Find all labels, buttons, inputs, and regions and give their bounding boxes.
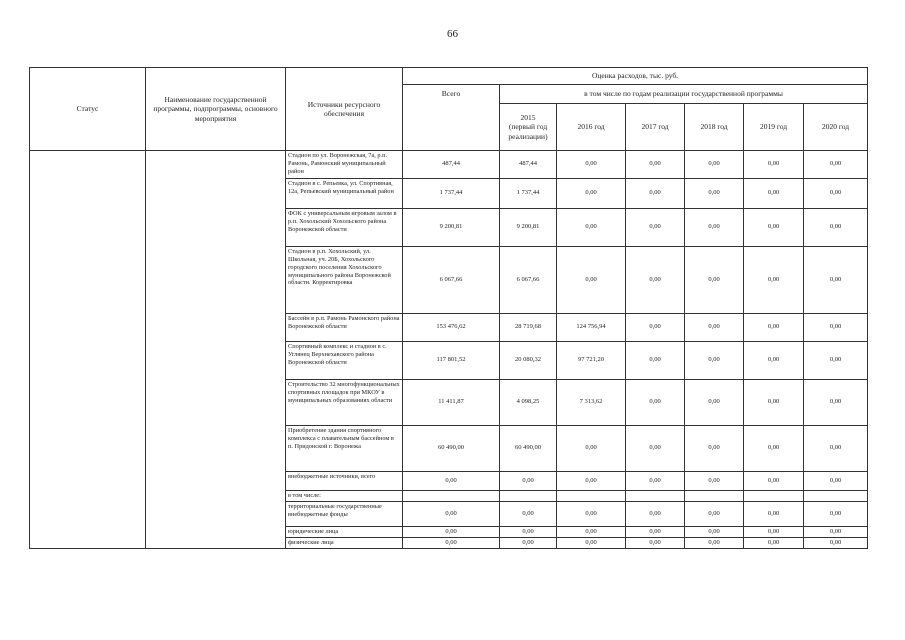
value-cell: 0,00: [626, 426, 685, 472]
value-cell: 0,00: [685, 209, 744, 247]
value-cell: 0,00: [744, 537, 804, 548]
value-cell: 0,00: [804, 426, 868, 472]
source-cell: юридические лица: [286, 526, 403, 537]
source-cell: Строительство 32 многофункциональных спортивных площадок при МКОУ в муниципальных образованиях области: [286, 380, 403, 426]
value-cell: 0,00: [685, 342, 744, 380]
value-cell: 0,00: [403, 526, 500, 537]
value-cell: 0,00: [626, 526, 685, 537]
value-cell: 0,00: [557, 247, 626, 314]
source-cell: территориальные государственные внебюджетные фонды: [286, 501, 403, 526]
value-cell: 0,00: [804, 501, 868, 526]
value-cell: 60 490,00: [403, 426, 500, 472]
header-sources: Источники ресурсного обеспечения: [286, 68, 403, 151]
source-cell: физические лица: [286, 537, 403, 548]
source-cell: Приобретение здания спортивного комплекса с плавательным бассейном в п. Придонской г. Воронежа: [286, 426, 403, 472]
value-cell: 0,00: [500, 501, 557, 526]
value-cell: 0,00: [557, 537, 626, 548]
source-cell: Стадион по ул. Воронежская, 7а, р.п. Рамонь, Рамонский муниципальный район: [286, 151, 403, 179]
value-cell: [685, 491, 744, 502]
value-cell: 9 200,81: [500, 209, 557, 247]
value-cell: [626, 491, 685, 502]
header-program-name: Наименование государственной программы, подпрограммы, основного мероприятия: [146, 68, 286, 151]
value-cell: 124 756,94: [557, 314, 626, 342]
header-by-years: в том числе по годам реализации государственной программы: [500, 85, 868, 104]
value-cell: 4 098,25: [500, 380, 557, 426]
value-cell: 0,00: [500, 472, 557, 491]
value-cell: 0,00: [685, 247, 744, 314]
value-cell: 6 067,66: [403, 247, 500, 314]
value-cell: 0,00: [626, 209, 685, 247]
header-year: 2020 год: [804, 104, 868, 151]
value-cell: 0,00: [403, 472, 500, 491]
value-cell: 11 411,87: [403, 380, 500, 426]
value-cell: 9 200,81: [403, 209, 500, 247]
value-cell: 0,00: [744, 380, 804, 426]
value-cell: 0,00: [500, 526, 557, 537]
value-cell: 0,00: [685, 380, 744, 426]
value-cell: 0,00: [557, 501, 626, 526]
value-cell: 0,00: [557, 426, 626, 472]
value-cell: 0,00: [744, 426, 804, 472]
value-cell: 0,00: [804, 151, 868, 179]
value-cell: 0,00: [744, 342, 804, 380]
value-cell: 1 737,44: [403, 179, 500, 209]
value-cell: 0,00: [804, 537, 868, 548]
value-cell: 0,00: [685, 537, 744, 548]
header-total: Всего: [403, 85, 500, 151]
value-cell: 0,00: [744, 501, 804, 526]
value-cell: [804, 491, 868, 502]
source-cell: Бассейн в р.п. Рамонь Рамонского района Воронежской области: [286, 314, 403, 342]
header-year: 2017 год: [626, 104, 685, 151]
expense-table: [29, 67, 868, 549]
value-cell: 0,00: [557, 472, 626, 491]
value-cell: 0,00: [804, 380, 868, 426]
value-cell: 97 721,20: [557, 342, 626, 380]
value-cell: 0,00: [626, 314, 685, 342]
value-cell: 6 067,66: [500, 247, 557, 314]
value-cell: 0,00: [685, 501, 744, 526]
value-cell: 0,00: [626, 537, 685, 548]
source-cell: внебюджетные источники, всего: [286, 472, 403, 491]
value-cell: 60 490,00: [500, 426, 557, 472]
value-cell: 0,00: [744, 151, 804, 179]
header-year: 2015 (первый год реализации): [500, 104, 557, 151]
header-cost-estimate: Оценка расходов, тыс. руб.: [403, 68, 868, 85]
value-cell: 0,00: [626, 342, 685, 380]
value-cell: 20 080,32: [500, 342, 557, 380]
source-cell: Стадион в р.п. Хохольский, ул. Школьная, уч. 20Б, Хохольского городского поселения Хохольского муниципального района Воронежской области. Корректировка: [286, 247, 403, 314]
value-cell: 0,00: [685, 151, 744, 179]
value-cell: [557, 491, 626, 502]
value-cell: 0,00: [626, 247, 685, 314]
value-cell: 0,00: [557, 179, 626, 209]
header-status: Статус: [30, 68, 146, 151]
value-cell: 1 737,44: [500, 179, 557, 209]
program-name-cell: [146, 151, 286, 549]
value-cell: 0,00: [804, 247, 868, 314]
value-cell: 0,00: [685, 179, 744, 209]
value-cell: 0,00: [744, 526, 804, 537]
value-cell: 0,00: [744, 179, 804, 209]
value-cell: 0,00: [744, 209, 804, 247]
value-cell: 0,00: [626, 472, 685, 491]
value-cell: 0,00: [557, 526, 626, 537]
source-cell: Стадион в с. Репьевка, ул. Спортивная, 12а, Репьевский муниципальный район: [286, 179, 403, 209]
value-cell: 0,00: [557, 209, 626, 247]
table-row: [30, 151, 868, 179]
value-cell: 0,00: [685, 314, 744, 342]
value-cell: [744, 491, 804, 502]
value-cell: 153 476,62: [403, 314, 500, 342]
value-cell: 0,00: [626, 151, 685, 179]
value-cell: 0,00: [804, 314, 868, 342]
value-cell: 0,00: [804, 526, 868, 537]
value-cell: 487,44: [500, 151, 557, 179]
value-cell: 28 719,68: [500, 314, 557, 342]
source-cell: ФОК с универсальным игровым залом в р.п. Хохольский Хохольского района Воронежской области: [286, 209, 403, 247]
value-cell: 0,00: [403, 501, 500, 526]
value-cell: 0,00: [744, 247, 804, 314]
value-cell: 487,44: [403, 151, 500, 179]
value-cell: 0,00: [804, 209, 868, 247]
value-cell: 0,00: [804, 342, 868, 380]
header-year: 2018 год: [685, 104, 744, 151]
value-cell: 0,00: [685, 426, 744, 472]
value-cell: 0,00: [744, 472, 804, 491]
value-cell: 0,00: [557, 151, 626, 179]
header-year: 2019 год: [744, 104, 804, 151]
value-cell: 0,00: [804, 472, 868, 491]
value-cell: 7 313,62: [557, 380, 626, 426]
source-cell: Спортивный комплекс и стадион в с. Углянец Верхнехавского района Воронежской области: [286, 342, 403, 380]
value-cell: [500, 491, 557, 502]
value-cell: 117 801,52: [403, 342, 500, 380]
value-cell: 0,00: [500, 537, 557, 548]
value-cell: 0,00: [744, 314, 804, 342]
value-cell: 0,00: [626, 380, 685, 426]
value-cell: [403, 491, 500, 502]
value-cell: 0,00: [685, 526, 744, 537]
status-cell: [30, 151, 146, 549]
value-cell: 0,00: [685, 472, 744, 491]
value-cell: 0,00: [403, 537, 500, 548]
value-cell: 0,00: [626, 501, 685, 526]
source-cell: в том числе:: [286, 491, 403, 502]
value-cell: 0,00: [626, 179, 685, 209]
header-year: 2016 год: [557, 104, 626, 151]
value-cell: 0,00: [804, 179, 868, 209]
page-number: 66: [447, 28, 458, 40]
